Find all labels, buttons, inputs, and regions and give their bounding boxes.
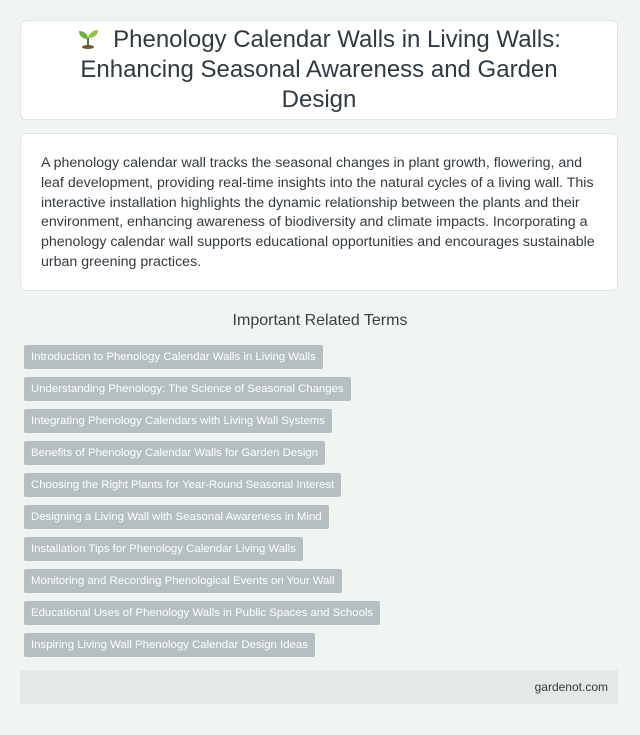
related-term-link[interactable]: Educational Uses of Phenology Walls in Public Spaces and Schools (24, 601, 380, 625)
footer (20, 670, 618, 704)
related-term-link[interactable]: Monitoring and Recording Phenological Events on Your Wall (24, 569, 342, 593)
related-term-link[interactable]: Designing a Living Wall with Seasonal Awareness in Mind (24, 505, 329, 529)
sprout-icon (77, 27, 99, 49)
related-term-link[interactable]: Installation Tips for Phenology Calendar Living Walls (24, 537, 303, 561)
description-text: A phenology calendar wall tracks the seasonal changes in plant growth, flowering, and leaf development, providing real-time insights into the natural cycles of a living wall. This interactive installation highlights the dynamic relationship between the plants and their environment, enhancing awareness of biodiversity and climate impacts. Incorporating a phenology calendar wall supports educational opportunities and encourages sustainable urban greening practices. (41, 155, 595, 270)
list-item (24, 537, 380, 561)
list-item (24, 345, 380, 369)
page-title (21, 25, 617, 115)
related-term-link[interactable]: Integrating Phenology Calendars with Living Wall Systems (24, 409, 332, 433)
related-term-link[interactable]: Inspiring Living Wall Phenology Calendar Design Ideas (24, 633, 315, 657)
list-item (24, 569, 380, 593)
related-term-link[interactable]: Benefits of Phenology Calendar Walls for Garden Design (24, 441, 325, 465)
list-item (24, 409, 380, 433)
footer-site-link[interactable]: gardenot.com (534, 680, 608, 694)
list-item (24, 633, 380, 657)
list-item (24, 441, 380, 465)
list-item (24, 473, 380, 497)
list-item (24, 505, 380, 529)
list-item (24, 601, 380, 625)
related-terms-heading: Important Related Terms (232, 312, 408, 329)
title-card (20, 20, 618, 120)
related-terms-list (24, 345, 380, 665)
description-card (20, 133, 618, 291)
related-term-link[interactable]: Understanding Phenology: The Science of Seasonal Changes (24, 377, 351, 401)
related-term-link[interactable]: Introduction to Phenology Calendar Walls in Living Walls (24, 345, 323, 369)
related-term-link[interactable]: Choosing the Right Plants for Year-Round Seasonal Interest (24, 473, 341, 497)
list-item (24, 377, 380, 401)
page-title-text: Phenology Calendar Walls in Living Walls: Enhancing Seasonal Awareness and Garden Design (80, 26, 561, 113)
